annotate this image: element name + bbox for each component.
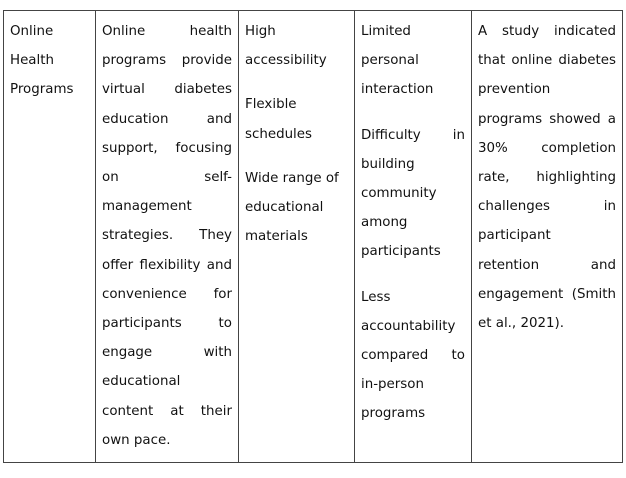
disadvantage-item: Difficulty in building community among participants	[361, 127, 465, 260]
advantage-item: Flexible schedules	[245, 97, 312, 142]
advantage-item: High accessibility	[245, 24, 327, 69]
program-name-line: Health	[10, 53, 54, 69]
table-row	[4, 11, 623, 463]
comparison-table	[3, 10, 623, 463]
evidence-text: A study indicated that online diabetes prevention programs showed a 30% completion rate, highlighting challenges in participant retention and engagement (Smith et al., 2021).	[478, 24, 616, 332]
description-text: Online health programs provide virtual diabetes education and support, focusing on self-management strategies. They offer flexibility and convenience for participants to engage with educational content at their own pace.	[102, 24, 232, 448]
advantages-cell	[239, 11, 355, 463]
disadvantage-item: Limited personal interaction	[361, 24, 434, 98]
description-cell	[96, 11, 239, 463]
program-name-line: Programs	[10, 82, 74, 98]
advantage-item: Wide range of educational materials	[245, 170, 339, 245]
program-name-cell	[4, 11, 96, 463]
evidence-cell	[472, 11, 623, 463]
disadvantage-item: Less accountability compared to in-person programs	[361, 289, 465, 422]
program-name-line: Online	[10, 24, 54, 39]
disadvantages-cell	[355, 11, 472, 463]
